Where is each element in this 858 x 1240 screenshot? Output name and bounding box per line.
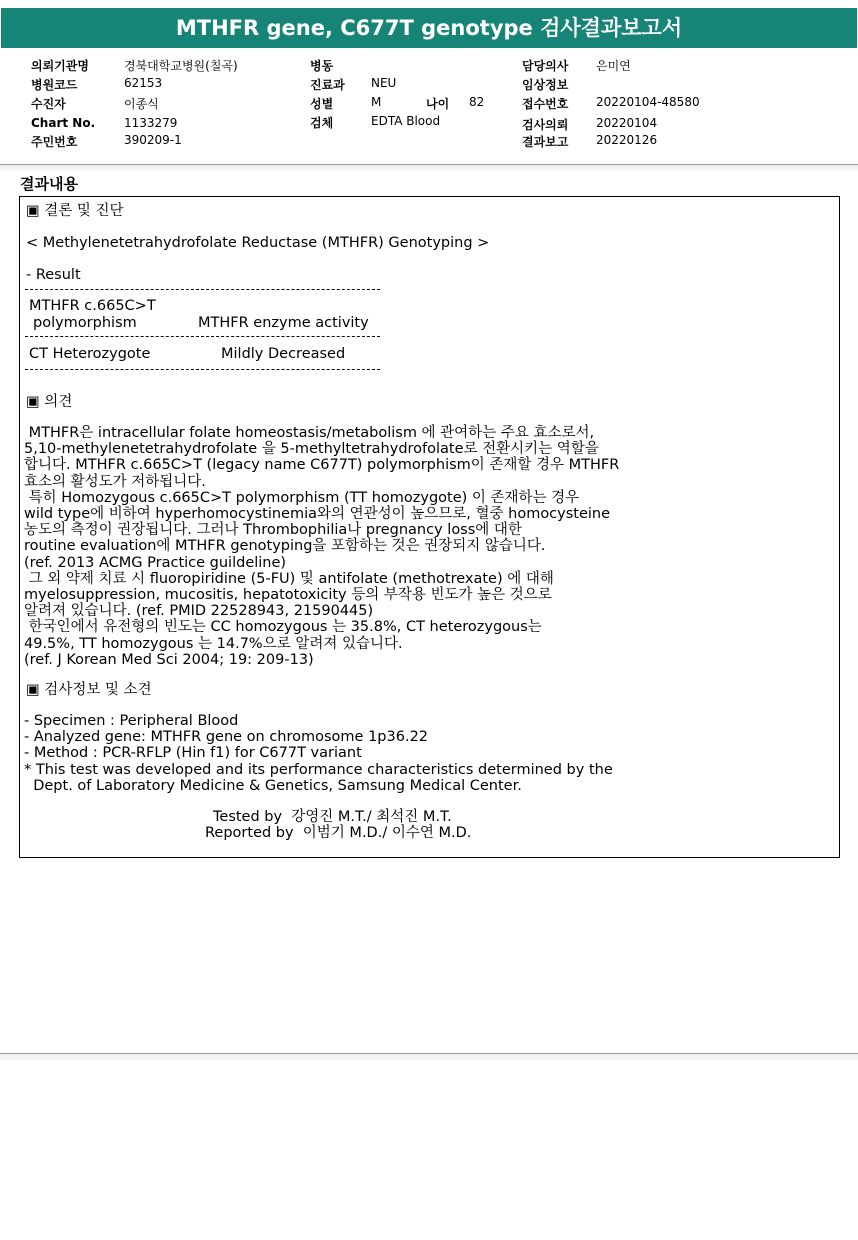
value-age: 82 — [469, 95, 485, 109]
value-specimen: EDTA Blood — [371, 114, 441, 128]
opinion-line: myelosuppression, mucositis, hepatotoxicity 등의 부작용 빈도가 높은 것으로 — [24, 587, 552, 603]
result-box — [19, 196, 840, 858]
value-report-date: 20220126 — [596, 133, 658, 147]
value-requesting-institution: 경북대학교병원(칠곡) — [124, 59, 238, 73]
label-sex: 성별 — [310, 97, 334, 111]
info-line: Dept. of Laboratory Medicine & Genetics, Samsung Medical Center. — [24, 777, 522, 794]
opinion-line: 합니다. MTHFR c.665C>T (legacy name C677T) polymorphism이 존재할 경우 MTHFR — [24, 457, 620, 474]
table-genotype-value: CT Heterozygote — [29, 346, 151, 362]
info-line: * This test was developed and its performance characteristics determined by the — [24, 761, 613, 778]
label-hospital-code: 병원코드 — [31, 78, 78, 92]
table-col2-header: MTHFR enzyme activity — [198, 315, 369, 331]
value-hospital-code: 62153 — [124, 76, 163, 90]
label-request-date: 검사의뢰 — [522, 118, 569, 132]
opinion-line: (ref. 2013 ACMG Practice guildeline) — [24, 554, 287, 571]
label-accession-number: 접수번호 — [522, 97, 569, 111]
footer-divider — [0, 1053, 858, 1060]
label-report-date: 결과보고 — [522, 135, 569, 149]
table-divider — [25, 336, 380, 337]
result-label: - Result — [26, 267, 81, 283]
table-col1-header: MTHFR c.665C>T — [29, 298, 156, 314]
section-title: 결과내용 — [20, 175, 78, 193]
header-divider — [0, 164, 858, 171]
info-heading: ▣ 검사정보 및 소견 — [26, 682, 152, 698]
opinion-line: (ref. J Korean Med Sci 2004; 19: 209-13) — [24, 651, 314, 668]
report-title: MTHFR gene, C677T genotype 검사결과보고서 — [1, 8, 857, 48]
reported-by: Reported by 이범기 M.D./ 이수연 M.D. — [205, 825, 472, 841]
value-physician: 은미연 — [596, 59, 631, 73]
opinion-line: 49.5%, TT homozygous 는 14.7%으로 알려져 있습니다. — [24, 635, 403, 652]
opinion-line: 한국인에서 유전형의 빈도는 CC homozygous 는 35.8%, CT heterozygous는 — [24, 619, 542, 636]
opinion-line: 그 외 약제 치료 시 fluoropiridine (5-FU) 및 antifolate (methotrexate) 에 대해 — [24, 570, 554, 587]
opinion-line: 5,10-methylenetetrahydrofolate 을 5-methyltetrahydrofolate로 전환시키는 역할을 — [24, 441, 599, 458]
opinion-line: 특히 Homozygous c.665C>T polymorphism (TT homozygote) 이 존재하는 경우 — [24, 489, 580, 506]
label-ward: 병동 — [310, 59, 334, 73]
value-patient: 이종식 — [124, 97, 159, 111]
label-resident-number: 주민번호 — [31, 135, 78, 149]
opinion-line: 알려져 있습니다. (ref. PMID 22528943, 21590445) — [24, 603, 374, 620]
value-accession-number: 20220104-48580 — [596, 95, 700, 109]
opinion-heading: ▣ 의견 — [26, 394, 73, 410]
label-department: 진료과 — [310, 78, 345, 92]
table-col1-header-line2: polymorphism — [33, 315, 137, 331]
value-sex: M — [371, 95, 382, 109]
label-patient: 수진자 — [31, 97, 66, 111]
info-line: - Method : PCR-RFLP (Hin f1) for C677T variant — [24, 745, 362, 762]
value-department: NEU — [371, 76, 397, 90]
label-age: 나이 — [426, 97, 450, 111]
conclusion-heading: ▣ 결론 및 진단 — [26, 203, 124, 219]
opinion-line: wild type에 비하여 hyperhomocystinemia와의 연관성이 높으므로, 혈중 homocysteine — [24, 506, 611, 522]
label-chart-no: Chart No. — [31, 116, 96, 130]
label-requesting-institution: 의뢰기관명 — [31, 59, 89, 73]
test-name: < Methylenetetrahydrofolate Reductase (MTHFR) Genotyping > — [26, 235, 490, 251]
value-request-date: 20220104 — [596, 116, 658, 130]
label-specimen: 검체 — [310, 116, 334, 130]
table-divider — [25, 369, 380, 370]
info-line: - Specimen : Peripheral Blood — [24, 713, 239, 729]
table-divider — [25, 289, 380, 290]
info-line: - Analyzed gene: MTHFR gene on chromosome 1p36.22 — [24, 729, 429, 746]
label-physician: 담당의사 — [522, 59, 569, 73]
value-chart-no: 1133279 — [124, 116, 178, 130]
opinion-line: 농도의 측정이 권장됩니다. 그러나 Thrombophilia나 pregnancy loss에 대한 — [24, 522, 522, 539]
opinion-line: 효소의 활성도가 저하됩니다. — [24, 473, 206, 490]
opinion-line: routine evaluation에 MTHFR genotyping을 포함하는 것은 권장되지 않습니다. — [24, 538, 546, 555]
tested-by: Tested by 강영진 M.T./ 최석진 M.T. — [213, 809, 452, 825]
opinion-line: MTHFR은 intracellular folate homeostasis/metabolism 에 관여하는 주요 효소로서, — [24, 425, 595, 441]
label-clinical-info: 임상정보 — [522, 78, 569, 92]
table-activity-value: Mildly Decreased — [221, 346, 346, 362]
value-resident-number: 390209-1 — [124, 133, 182, 147]
